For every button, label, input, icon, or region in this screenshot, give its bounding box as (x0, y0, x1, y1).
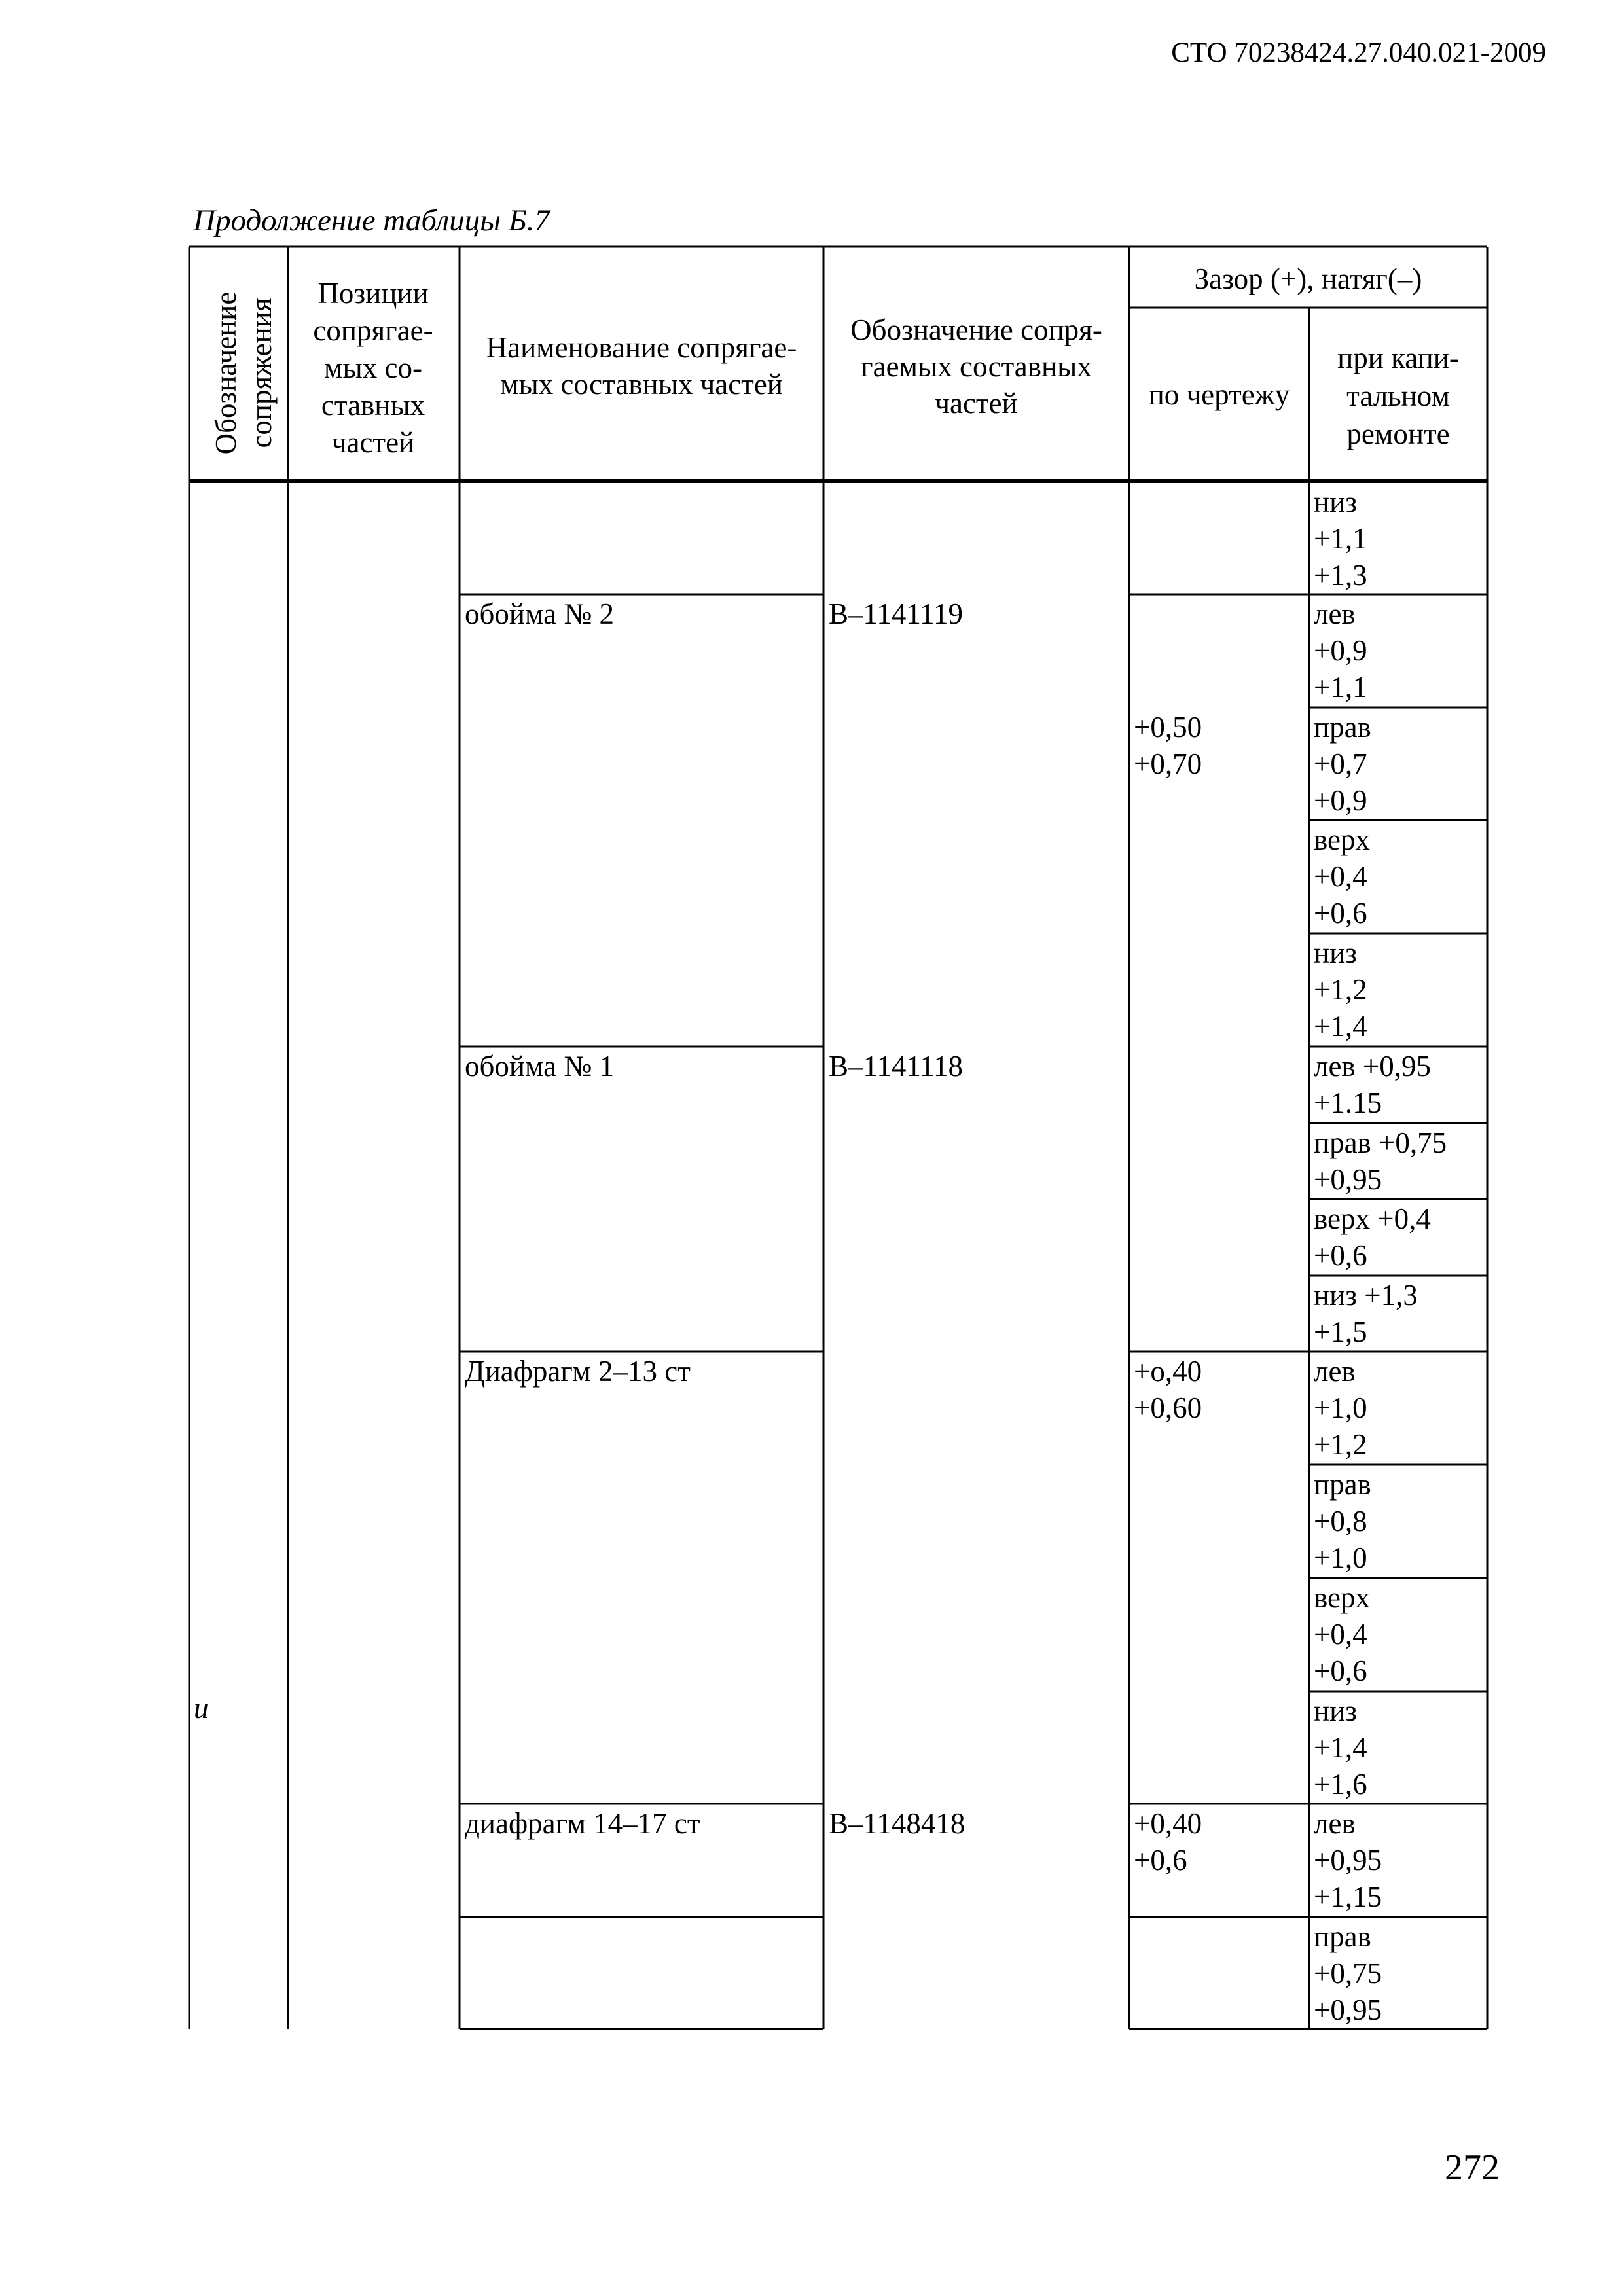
by-drawing-cell: +0,50 +0,70 (1134, 711, 1202, 780)
header-by-drawing: по чертежу (1148, 378, 1290, 411)
by-drawing-cell: +0,40 +0,6 (1134, 1807, 1202, 1876)
document-code: СТО 70238424.27.040.021-2009 (1171, 37, 1546, 68)
overhaul-cell: низ +1,1 +1,3 (1314, 486, 1367, 592)
header-part-code: Обозначение сопря-гаемых составных частей (850, 314, 1102, 420)
part-code-cell: В–1141119 (829, 598, 964, 630)
header-overhaul: при капи-тальном ремонте (1337, 342, 1459, 450)
by-drawing-cell: +о,40 +0,60 (1134, 1355, 1202, 1424)
overhaul-cell: низ +1,3 +1,5 (1314, 1279, 1418, 1348)
overhaul-cell: лев +1,0 +1,2 (1314, 1355, 1367, 1461)
overhaul-cell: прав +0,7 +0,9 (1314, 711, 1371, 817)
header-gap-group: Зазор (+), натяг(–) (1194, 262, 1422, 295)
header-designation (191, 265, 296, 481)
name-cell: обойма № 1 (465, 1050, 615, 1083)
overhaul-cell: лев +0,9 +1,1 (1314, 598, 1367, 704)
header-designation-text: Обозначение сопряжения (209, 291, 278, 455)
overhaul-cell: лев +0,95 +1,15 (1314, 1807, 1382, 1913)
table-caption: Продолжение таблицы Б.7 (193, 204, 550, 238)
overhaul-cell: низ +1,2 +1,4 (1314, 937, 1367, 1043)
name-cell: Диафрагм 2–13 ст (465, 1355, 691, 1388)
overhaul-cell: низ +1,4 +1,6 (1314, 1695, 1367, 1801)
header-positions: Позиции сопрягае-мых со-ставных частей (313, 277, 433, 459)
overhaul-cell: лев +0,95 +1.15 (1314, 1050, 1432, 1119)
overhaul-cell: верх +0,4 +0,6 (1314, 1202, 1431, 1272)
designation-value: и (194, 1692, 209, 1725)
overhaul-cell: прав +0,8 +1,0 (1314, 1468, 1371, 1574)
part-code-cell: В–1148418 (829, 1807, 965, 1840)
name-cell: диафрагм 14–17 ст (465, 1807, 700, 1840)
overhaul-cell: прав +0,75 +0,95 (1314, 1920, 1382, 2026)
overhaul-cell: верх +0,4 +0,6 (1314, 1581, 1370, 1687)
overhaul-cell: верх +0,4 +0,6 (1314, 823, 1370, 929)
header-name: Наименование сопрягае-мых составных частей (486, 331, 797, 401)
overhaul-cell: прав +0,75 +0,95 (1314, 1126, 1447, 1196)
page-number: 272 (1445, 2147, 1500, 2188)
name-cell: обойма № 2 (465, 598, 615, 630)
part-code-cell: В–1141118 (829, 1050, 964, 1083)
